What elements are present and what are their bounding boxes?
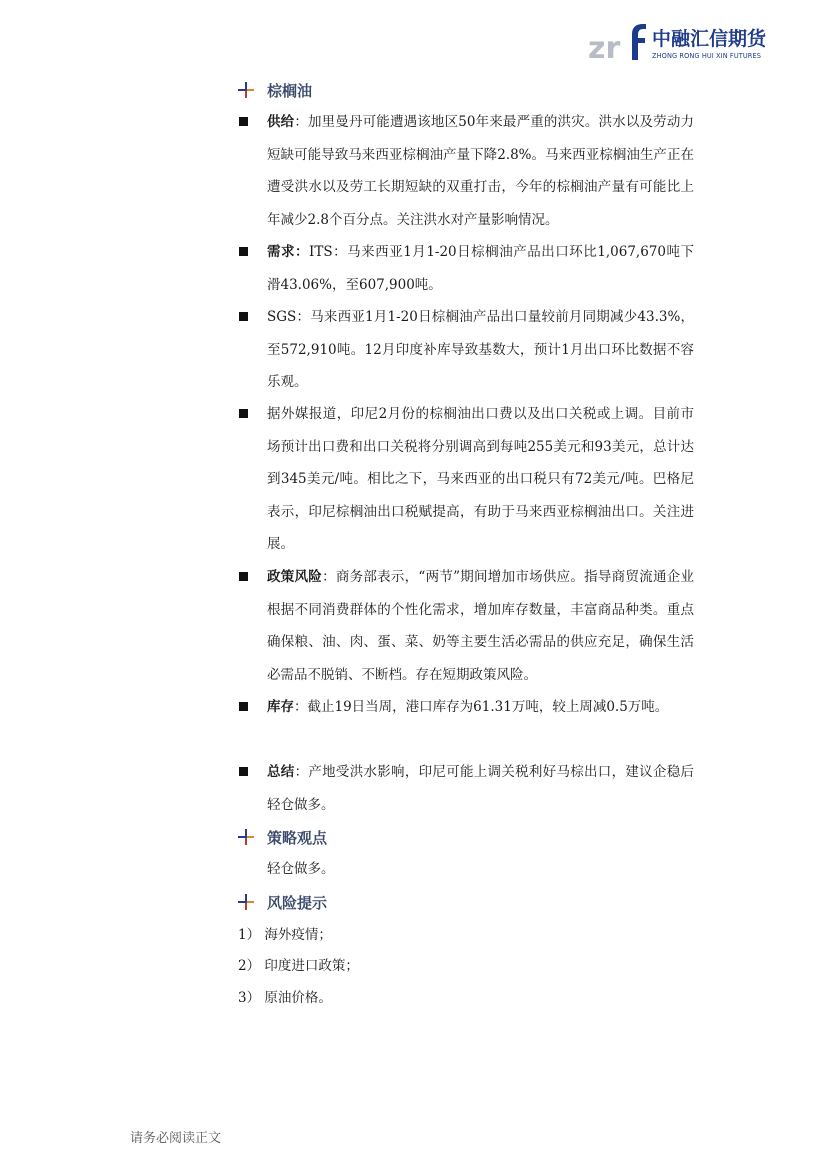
- section-title: 风险提示: [267, 893, 328, 912]
- bullet-supply: [238, 106, 694, 236]
- section-palm-oil: [238, 78, 312, 102]
- square-bullet-icon: [239, 409, 248, 418]
- logo-english-name: ZHONG RONG HUI XIN FUTURES: [652, 52, 762, 60]
- logo-chinese-name: 中融汇信期货: [652, 28, 767, 50]
- strategy-text: 轻仓做多。: [267, 861, 335, 877]
- risk-item: 2） 印度进口政策；: [238, 958, 359, 974]
- bullet-indonesia: [238, 398, 694, 561]
- square-bullet-icon: [239, 247, 248, 256]
- bullet-label: 总结: [267, 764, 295, 780]
- section-risk: [238, 890, 327, 914]
- svg-text:zr: zr: [588, 31, 621, 64]
- bullet-summary: [238, 756, 694, 821]
- footer-disclaimer: 请务必阅读正文: [130, 1131, 222, 1146]
- bullet-body: ITS：马来西亚1月1-20日棕榈油产品出口环比1,067,670吨下滑43.06%，至607,900吨。: [267, 244, 695, 293]
- bullet-sgs: [238, 301, 694, 399]
- bullet-label: 需求：: [267, 244, 310, 260]
- bullet-body: SGS：马来西亚1月1-20日棕榈油产品出口量较前月同期减少43.3%，至572,910吨。12月印度补库导致基数大，预计1月出口环比数据不容乐观。: [267, 309, 694, 390]
- risk-item: 1） 海外疫情；: [238, 927, 332, 943]
- zrf-logo-mark: [588, 20, 648, 64]
- section-title: 棕榈油: [267, 81, 313, 100]
- square-bullet-icon: [239, 117, 248, 126]
- square-bullet-icon: [239, 767, 248, 776]
- bullet-label: 库存: [267, 699, 294, 715]
- bullet-demand: [238, 236, 694, 301]
- square-bullet-icon: [239, 572, 248, 581]
- risk-item: 3） 原油价格。: [238, 990, 332, 1006]
- bullet-body: ：截止19日当周，港口库存为61.31万吨，较上周减0.5万吨。: [294, 699, 669, 715]
- company-logo: [588, 20, 778, 64]
- bullet-inventory: [238, 691, 694, 724]
- compass-star-icon: [238, 894, 254, 910]
- section-title: 策略观点: [267, 828, 328, 847]
- bullet-body: ：商务部表示，“两节”期间增加市场供应。指导商贸流通企业根据不同消费群体的个性化需求，增加库存数量，丰富商品种类。重点确保粮、油、肉、蛋、菜、奶等主要生活必需品的供应充足，确保生活必需品不脱销、不断档。存在短期政策风险。: [267, 569, 694, 683]
- bullet-label: 政策风险: [267, 569, 323, 585]
- square-bullet-icon: [239, 312, 248, 321]
- bullet-label: 供给: [267, 114, 295, 130]
- section-strategy: [238, 825, 327, 849]
- bullet-body: ：加里曼丹可能遭遇该地区50年来最严重的洪灾。洪水以及劳动力短缺可能导致马来西亚棕榈油产量下降2.8%。马来西亚棕榈油生产正在遭受洪水以及劳工长期短缺的双重打击，今年的棕榈油产量有可能比上年减少2.8个百分点。关注洪水对产量影响情况。: [267, 114, 694, 228]
- bullet-body: 据外媒报道，印尼2月份的棕榈油出口费以及出口关税或上调。目前市场预计出口费和出口关税将分别调高到每吨255美元和93美元，总计达到345美元/吨。相比之下，马来西亚的出口税只有72美元/吨。巴格尼表示，印尼棕榈油出口税赋提高，有助于马来西亚棕榈油出口。关注进展。: [267, 406, 694, 552]
- bullet-policy: [238, 561, 694, 691]
- square-bullet-icon: [239, 702, 248, 711]
- bullet-body: ：产地受洪水影响，印尼可能上调关税利好马棕出口，建议企稳后轻仓做多。: [267, 764, 695, 813]
- compass-star-icon: [238, 829, 254, 845]
- compass-star-icon: [238, 82, 254, 98]
